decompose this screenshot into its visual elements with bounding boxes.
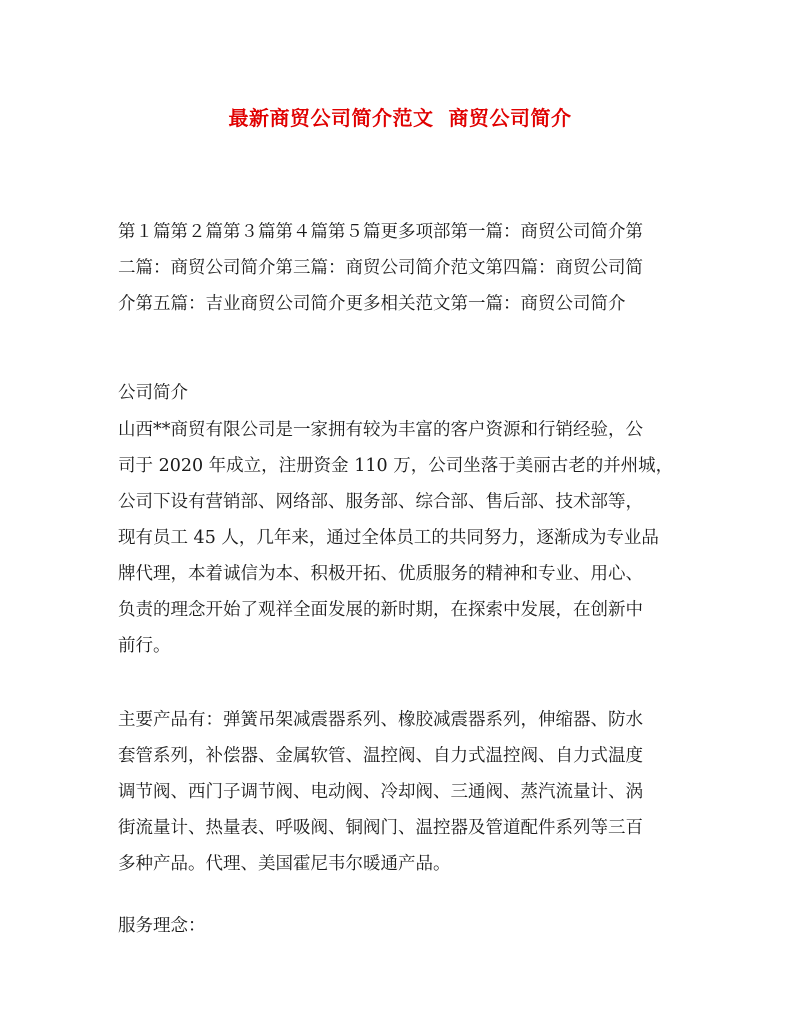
table-of-contents: [118, 214, 698, 322]
paragraph-line: 牌代理，本着诚信为本、积极开拓、优质服务的精神和专业、用心、: [118, 564, 643, 584]
paragraph-line: 多种产品。代理、美国霍尼韦尔暖通产品。: [118, 854, 451, 874]
section-heading-block: [118, 375, 698, 411]
intro-paragraph: [118, 412, 698, 664]
paragraph-line: 山西**商贸有限公司是一家拥有较为丰富的客户资源和行销经验，公: [118, 420, 643, 440]
paragraph-line: 调节阀、西门子调节阀、电动阀、冷却阀、三通阀、蒸汽流量计、涡: [118, 782, 643, 802]
products-paragraph: [118, 702, 698, 882]
paragraph-line: 公司下设有营销部、网络部、服务部、综合部、售后部、技术部等，: [118, 492, 643, 512]
paragraph-line: 街流量计、热量表、呼吸阀、铜阀门、温控器及管道配件系列等三百: [118, 818, 643, 838]
service-heading: 服务理念：: [118, 916, 206, 936]
paragraph-line: 前行。: [118, 636, 171, 656]
service-heading-block: [118, 908, 698, 944]
paragraph-line: 现有员工 45 人，几年来，通过全体员工的共同努力，逐渐成为专业品: [118, 528, 659, 548]
document-title: 最新商贸公司简介范文 商贸公司简介: [228, 106, 572, 130]
paragraph-line: 套管系列，补偿器、金属软管、温控阀、自力式温控阀、自力式温度: [118, 746, 643, 766]
section-heading: 公司简介: [118, 383, 188, 403]
toc-line: 第１篇第２篇第３篇第４篇第５篇更多项部第一篇：商贸公司简介第: [118, 222, 643, 242]
paragraph-line: 负责的理念开始了观祥全面发展的新时期，在探索中发展，在创新中: [118, 600, 643, 620]
paragraph-line: 司于 2020 年成立，注册资金 110 万，公司坐落于美丽古老的并州城，: [118, 456, 674, 476]
toc-line: 介第五篇：吉业商贸公司简介更多相关范文第一篇：商贸公司简介: [118, 294, 626, 314]
toc-line: 二篇：商贸公司简介第三篇：商贸公司简介范文第四篇：商贸公司简: [118, 258, 643, 278]
paragraph-line: 主要产品有：弹簧吊架减震器系列、橡胶减震器系列，伸缩器、防水: [118, 710, 643, 730]
